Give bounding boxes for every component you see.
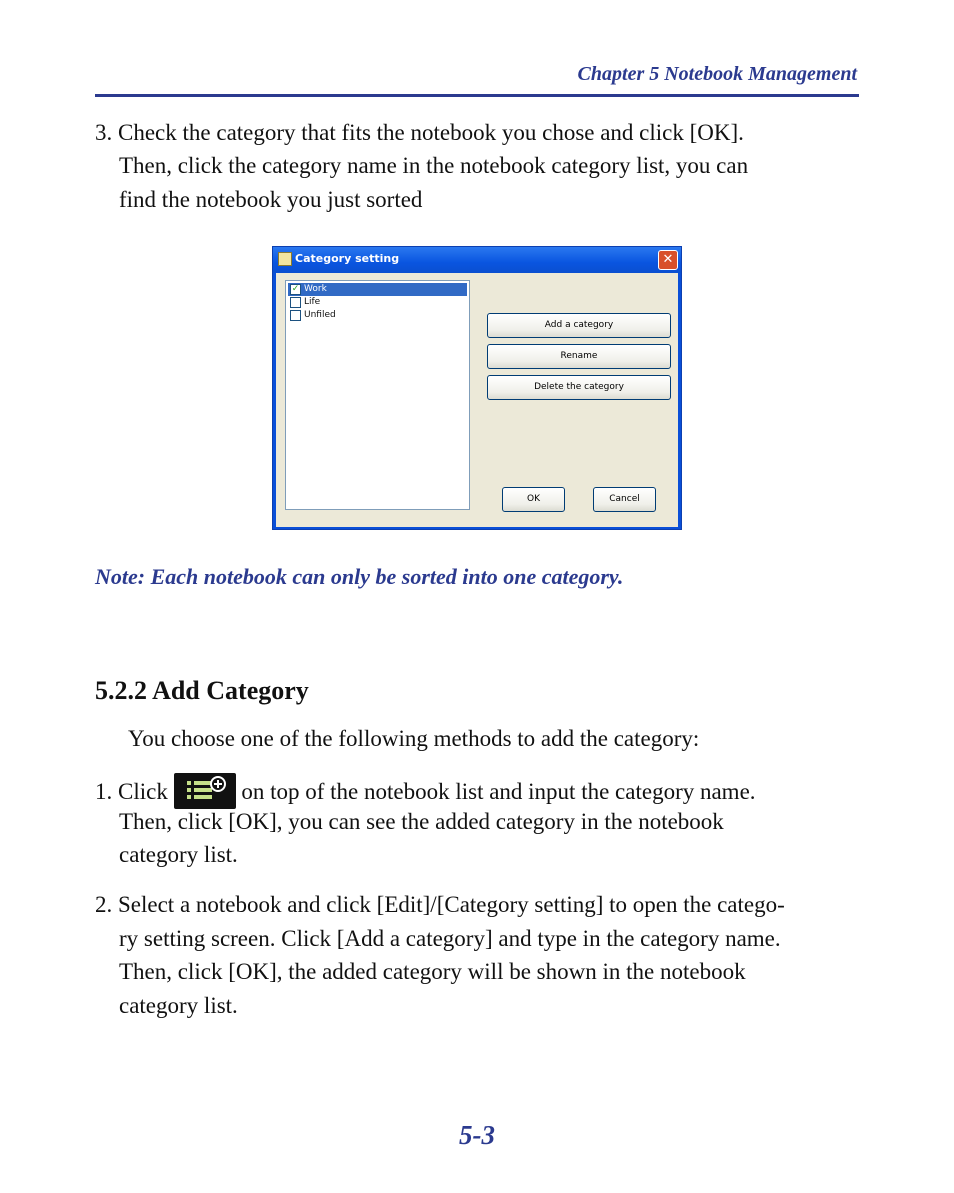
section-intro: You choose one of the following methods to add the category: xyxy=(128,726,700,751)
category-setting-dialog xyxy=(272,246,682,530)
step1-line3: category list. xyxy=(119,842,238,867)
checkbox-unfiled[interactable] xyxy=(290,310,301,321)
list-item-label: Life xyxy=(304,297,321,307)
step2-line4: category list. xyxy=(119,993,238,1018)
step2-line2: ry setting screen. Click [Add a category] and type in the category name. xyxy=(119,926,781,951)
list-item-label: Work xyxy=(304,284,327,294)
category-listbox[interactable] xyxy=(285,280,470,510)
note-text: Note: Each notebook can only be sorted into one category. xyxy=(95,564,624,589)
step1-after-icon: on top of the notebook list and input the category name. xyxy=(241,779,756,804)
step3-line3: find the notebook you just sorted xyxy=(119,187,423,212)
add-category-button[interactable]: Add a category xyxy=(487,313,671,338)
list-item-label: Unfiled xyxy=(304,310,336,320)
list-item-unfiled[interactable] xyxy=(288,309,467,322)
step2-line1: 2. Select a notebook and click [Edit]/[Category setting] to open the catego- xyxy=(95,892,785,917)
cancel-button[interactable]: Cancel xyxy=(593,487,656,512)
header-rule xyxy=(95,94,859,97)
step3-line2: Then, click the category name in the notebook category list, you can xyxy=(119,153,749,178)
checkbox-life[interactable] xyxy=(290,297,301,308)
list-item-life[interactable] xyxy=(288,296,467,309)
close-button[interactable]: ✕ xyxy=(658,250,678,270)
delete-category-button[interactable]: Delete the category xyxy=(487,375,671,400)
list-item-work[interactable] xyxy=(288,283,467,296)
add-category-list-icon xyxy=(174,773,236,809)
step2-line3: Then, click [OK], the added category will be shown in the notebook xyxy=(119,959,746,984)
step3-line1: 3. Check the category that fits the notebook you chose and click [OK]. xyxy=(95,120,744,145)
checkbox-work[interactable]: ✓ xyxy=(291,284,300,294)
dialog-titlebar[interactable] xyxy=(273,247,681,273)
chapter-header: Chapter 5 Notebook Management xyxy=(577,63,857,85)
section-heading: 5.2.2 Add Category xyxy=(95,676,309,705)
notebook-icon xyxy=(278,252,292,266)
step1-line2: Then, click [OK], you can see the added category in the notebook xyxy=(119,809,724,834)
rename-button[interactable]: Rename xyxy=(487,344,671,369)
ok-button[interactable]: OK xyxy=(502,487,565,512)
page-number: 5-3 xyxy=(459,1120,495,1150)
dialog-title: Category setting xyxy=(295,252,400,265)
step1-before-icon: 1. Click xyxy=(95,779,168,804)
dialog-client-area xyxy=(276,273,678,527)
